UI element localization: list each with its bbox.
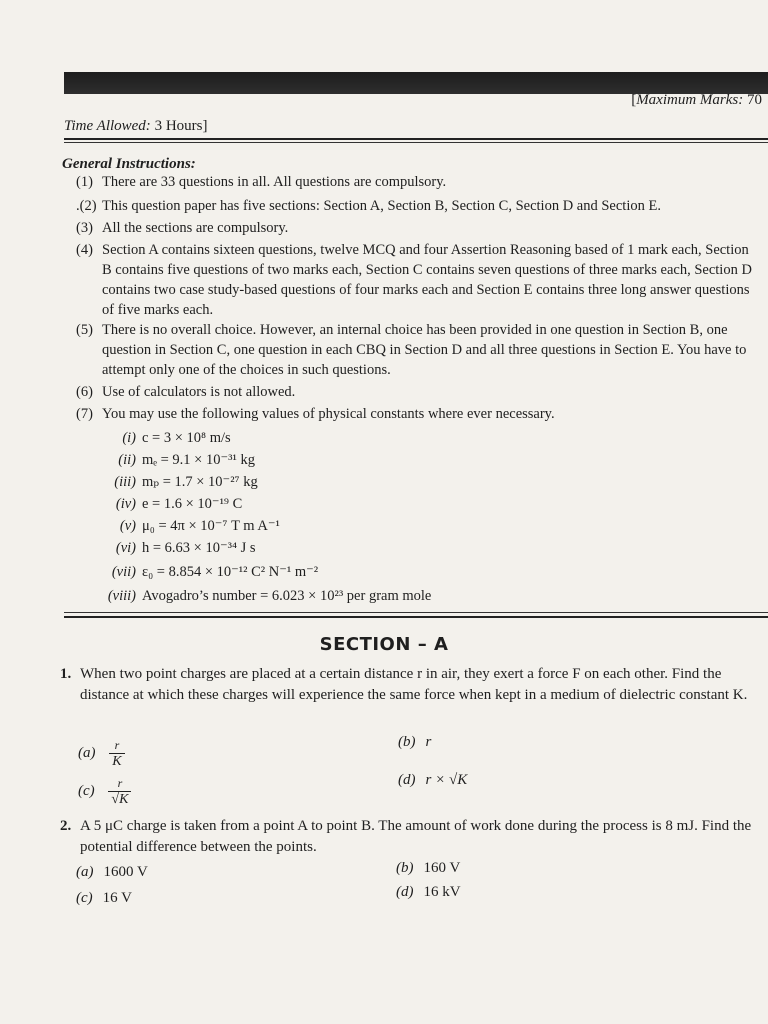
- constant-value: mₚ = 1.7 × 10⁻²⁷ kg: [142, 474, 258, 490]
- instruction-text: There is no overall choice. However, an internal choice has been provided in one question in Section B, one question in Section C, one question in each CBQ in Section D and all three questions in Section E. You have to attempt only one of the choices in such questions.: [102, 322, 747, 378]
- option-label: (c): [78, 783, 95, 800]
- instruction-number: (6): [76, 384, 93, 400]
- instruction-text: Use of calculators is not allowed.: [102, 384, 296, 400]
- constant-value: h = 6.63 × 10⁻³⁴ J s: [142, 540, 256, 556]
- q1-option-a: [78, 738, 125, 770]
- instruction-item: [76, 404, 762, 424]
- instruction-text: Section A contains sixteen questions, twelve MCQ and four Assertion Reasoning based of 1 mark each, Section B contains five questions of two marks each, Section C contains seven questions of three marks each, Section D contains two case study-based questions of four marks each and Section E contains three long answer questions of five marks each.: [102, 242, 752, 318]
- constant-roman: (ii): [118, 452, 136, 468]
- header-rule-bottom: [64, 142, 768, 143]
- instruction-item: [76, 382, 762, 402]
- instruction-number: (1): [76, 174, 93, 190]
- instruction-number: (5): [76, 322, 93, 338]
- time-allowed-label: Time Allowed:: [64, 118, 151, 134]
- option-label: (b): [396, 860, 414, 876]
- question-text: A 5 μC charge is taken from a point A to point B. The amount of work done during the process is 8 mJ. Find the potential difference between the points.: [80, 818, 752, 855]
- constant-row: [96, 540, 256, 557]
- general-instructions-title: General Instructions:: [62, 156, 196, 172]
- section-rule-bottom: [64, 616, 768, 618]
- instruction-item: [76, 240, 762, 320]
- constant-value: c = 3 × 10⁸ m/s: [142, 430, 231, 446]
- instruction-text: All the sections are compulsory.: [102, 220, 289, 236]
- option-label: (d): [396, 884, 414, 900]
- constant-roman: (vii): [111, 564, 136, 580]
- instruction-item: [76, 218, 762, 238]
- q2-option-a: [76, 864, 148, 881]
- option-text: r: [425, 734, 432, 750]
- option-label: (a): [78, 745, 96, 762]
- header-black-bar: [64, 72, 768, 94]
- q1-option-c: [78, 776, 131, 808]
- constant-row: [96, 430, 231, 447]
- constant-row: [96, 474, 258, 491]
- q1-option-d: [398, 772, 467, 789]
- max-marks-value: 70: [747, 92, 762, 108]
- instruction-text: You may use the following values of physical constants where ever necessary.: [102, 406, 555, 422]
- instruction-text: There are 33 questions in all. All questions are compulsory.: [102, 174, 447, 190]
- q1-option-b: [398, 734, 431, 751]
- section-title: SECTION – A: [319, 634, 449, 655]
- maximum-marks: [Maximum Marks: 70: [631, 92, 762, 108]
- q2-option-c: [76, 890, 132, 907]
- option-text: 16 kV: [423, 884, 461, 900]
- question-number: 2.: [60, 818, 72, 834]
- numerator: r: [117, 776, 123, 790]
- option-text: 160 V: [423, 860, 461, 876]
- question-text: When two point charges are placed at a certain distance r in air, they exert a force F on each other. Find the distance at which these charges will experience the same force when kept in a medium of dielectric constant K.: [80, 666, 748, 703]
- question-1: [60, 664, 760, 706]
- q2-option-d: [396, 884, 461, 901]
- option-label: (b): [398, 734, 416, 750]
- constant-value: ε₀ = 8.854 × 10⁻¹² C² N⁻¹ m⁻²: [142, 564, 319, 580]
- fraction: [108, 776, 131, 808]
- instruction-number: .(2): [76, 198, 97, 214]
- constant-row: [96, 452, 255, 469]
- option-label: (c): [76, 890, 93, 906]
- question-number: 1.: [60, 666, 72, 682]
- option-text: r × √K: [425, 772, 468, 788]
- constant-roman: (vi): [115, 540, 136, 556]
- constant-row: [96, 496, 242, 513]
- fraction: [109, 738, 124, 770]
- numerator: r: [114, 738, 120, 752]
- constant-row: [96, 518, 280, 535]
- constant-row: [96, 564, 318, 581]
- time-allowed: [64, 118, 207, 135]
- constant-roman: (iii): [114, 474, 136, 490]
- option-text: 16 V: [102, 890, 132, 906]
- constant-row: [96, 588, 431, 605]
- q2-option-b: [396, 860, 460, 877]
- instruction-number: (4): [76, 242, 93, 258]
- option-label: (d): [398, 772, 416, 788]
- instruction-item: [76, 196, 762, 216]
- option-label: (a): [76, 864, 94, 880]
- constant-value: Avogadro’s number = 6.023 × 10²³ per gram mole: [142, 588, 432, 604]
- question-2: [60, 816, 760, 858]
- section-rule-top: [64, 612, 768, 613]
- time-allowed-value: 3 Hours]: [154, 118, 208, 134]
- option-text: 1600 V: [103, 864, 148, 880]
- constant-roman: (viii): [107, 588, 136, 604]
- header-rule-top: [64, 138, 768, 140]
- constant-value: e = 1.6 × 10⁻¹⁹ C: [142, 496, 243, 512]
- denominator: √K: [108, 791, 131, 808]
- constant-value: mₑ = 9.1 × 10⁻³¹ kg: [142, 452, 255, 468]
- constant-roman: (v): [119, 518, 136, 534]
- instruction-item: [76, 172, 762, 192]
- denominator: K: [109, 753, 124, 770]
- instruction-number: (7): [76, 406, 93, 422]
- constant-roman: (iv): [115, 496, 136, 512]
- max-marks-label: Maximum Marks:: [636, 92, 744, 108]
- instruction-text: This question paper has five sections: Section A, Section B, Section C, Section D and Section E.: [102, 198, 661, 214]
- constant-roman: (i): [122, 430, 136, 446]
- instruction-item: [76, 320, 762, 380]
- constant-value: μ₀ = 4π × 10⁻⁷ T m A⁻¹: [142, 518, 280, 534]
- instruction-number: (3): [76, 220, 93, 236]
